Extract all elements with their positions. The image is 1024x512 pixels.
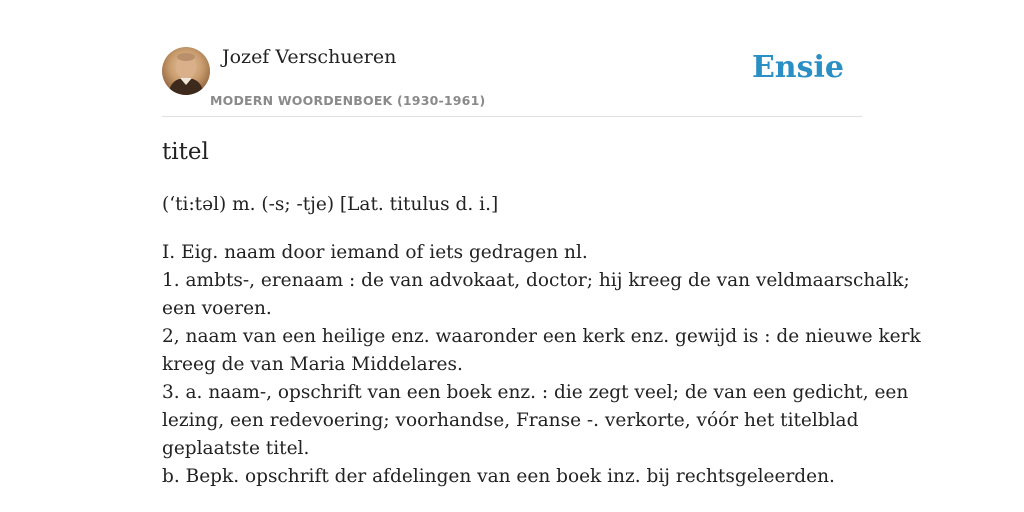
definition-line: een voeren. — [162, 298, 272, 319]
definition-line: 3. a. naam-, opschrift van een boek enz. : die zegt veel; de van een gedicht, een — [162, 382, 909, 403]
definition-line: kreeg de van Maria Middelares. — [162, 354, 463, 375]
brand-logo[interactable]: Ensie — [751, 50, 844, 85]
definition-line: geplaatste titel. — [162, 438, 310, 459]
source-label[interactable]: MODERN WOORDENBOEK (1930-1961) — [210, 93, 486, 108]
author-name[interactable]: Jozef Verschueren — [222, 46, 397, 68]
entry-pronunciation: (‘ti:təl) m. (-s; -tje) [Lat. titulus d. i.] — [162, 194, 499, 215]
definition-line: 1. ambts-, erenaam : de van advokaat, doctor; hij kreeg de van veldmaarschalk; — [162, 270, 910, 291]
entry-header — [162, 44, 862, 117]
person-portrait-icon — [162, 47, 210, 95]
definition-line: I. Eig. naam door iemand of iets gedragen nl. — [162, 242, 588, 263]
definition-line: b. Bepk. opschrift der afdelingen van een boek inz. bij rechtsgeleerden. — [162, 466, 835, 487]
definition-line: lezing, een redevoering; voorhandse, Franse -. verkorte, vóór het titelblad — [162, 410, 859, 431]
definition-line: 2, naam van een heilige enz. waaronder een kerk enz. gewijd is : de nieuwe kerk — [162, 326, 921, 347]
entry-headword: titel — [162, 139, 209, 165]
entry-definition — [162, 239, 921, 491]
author-avatar[interactable] — [162, 47, 210, 95]
